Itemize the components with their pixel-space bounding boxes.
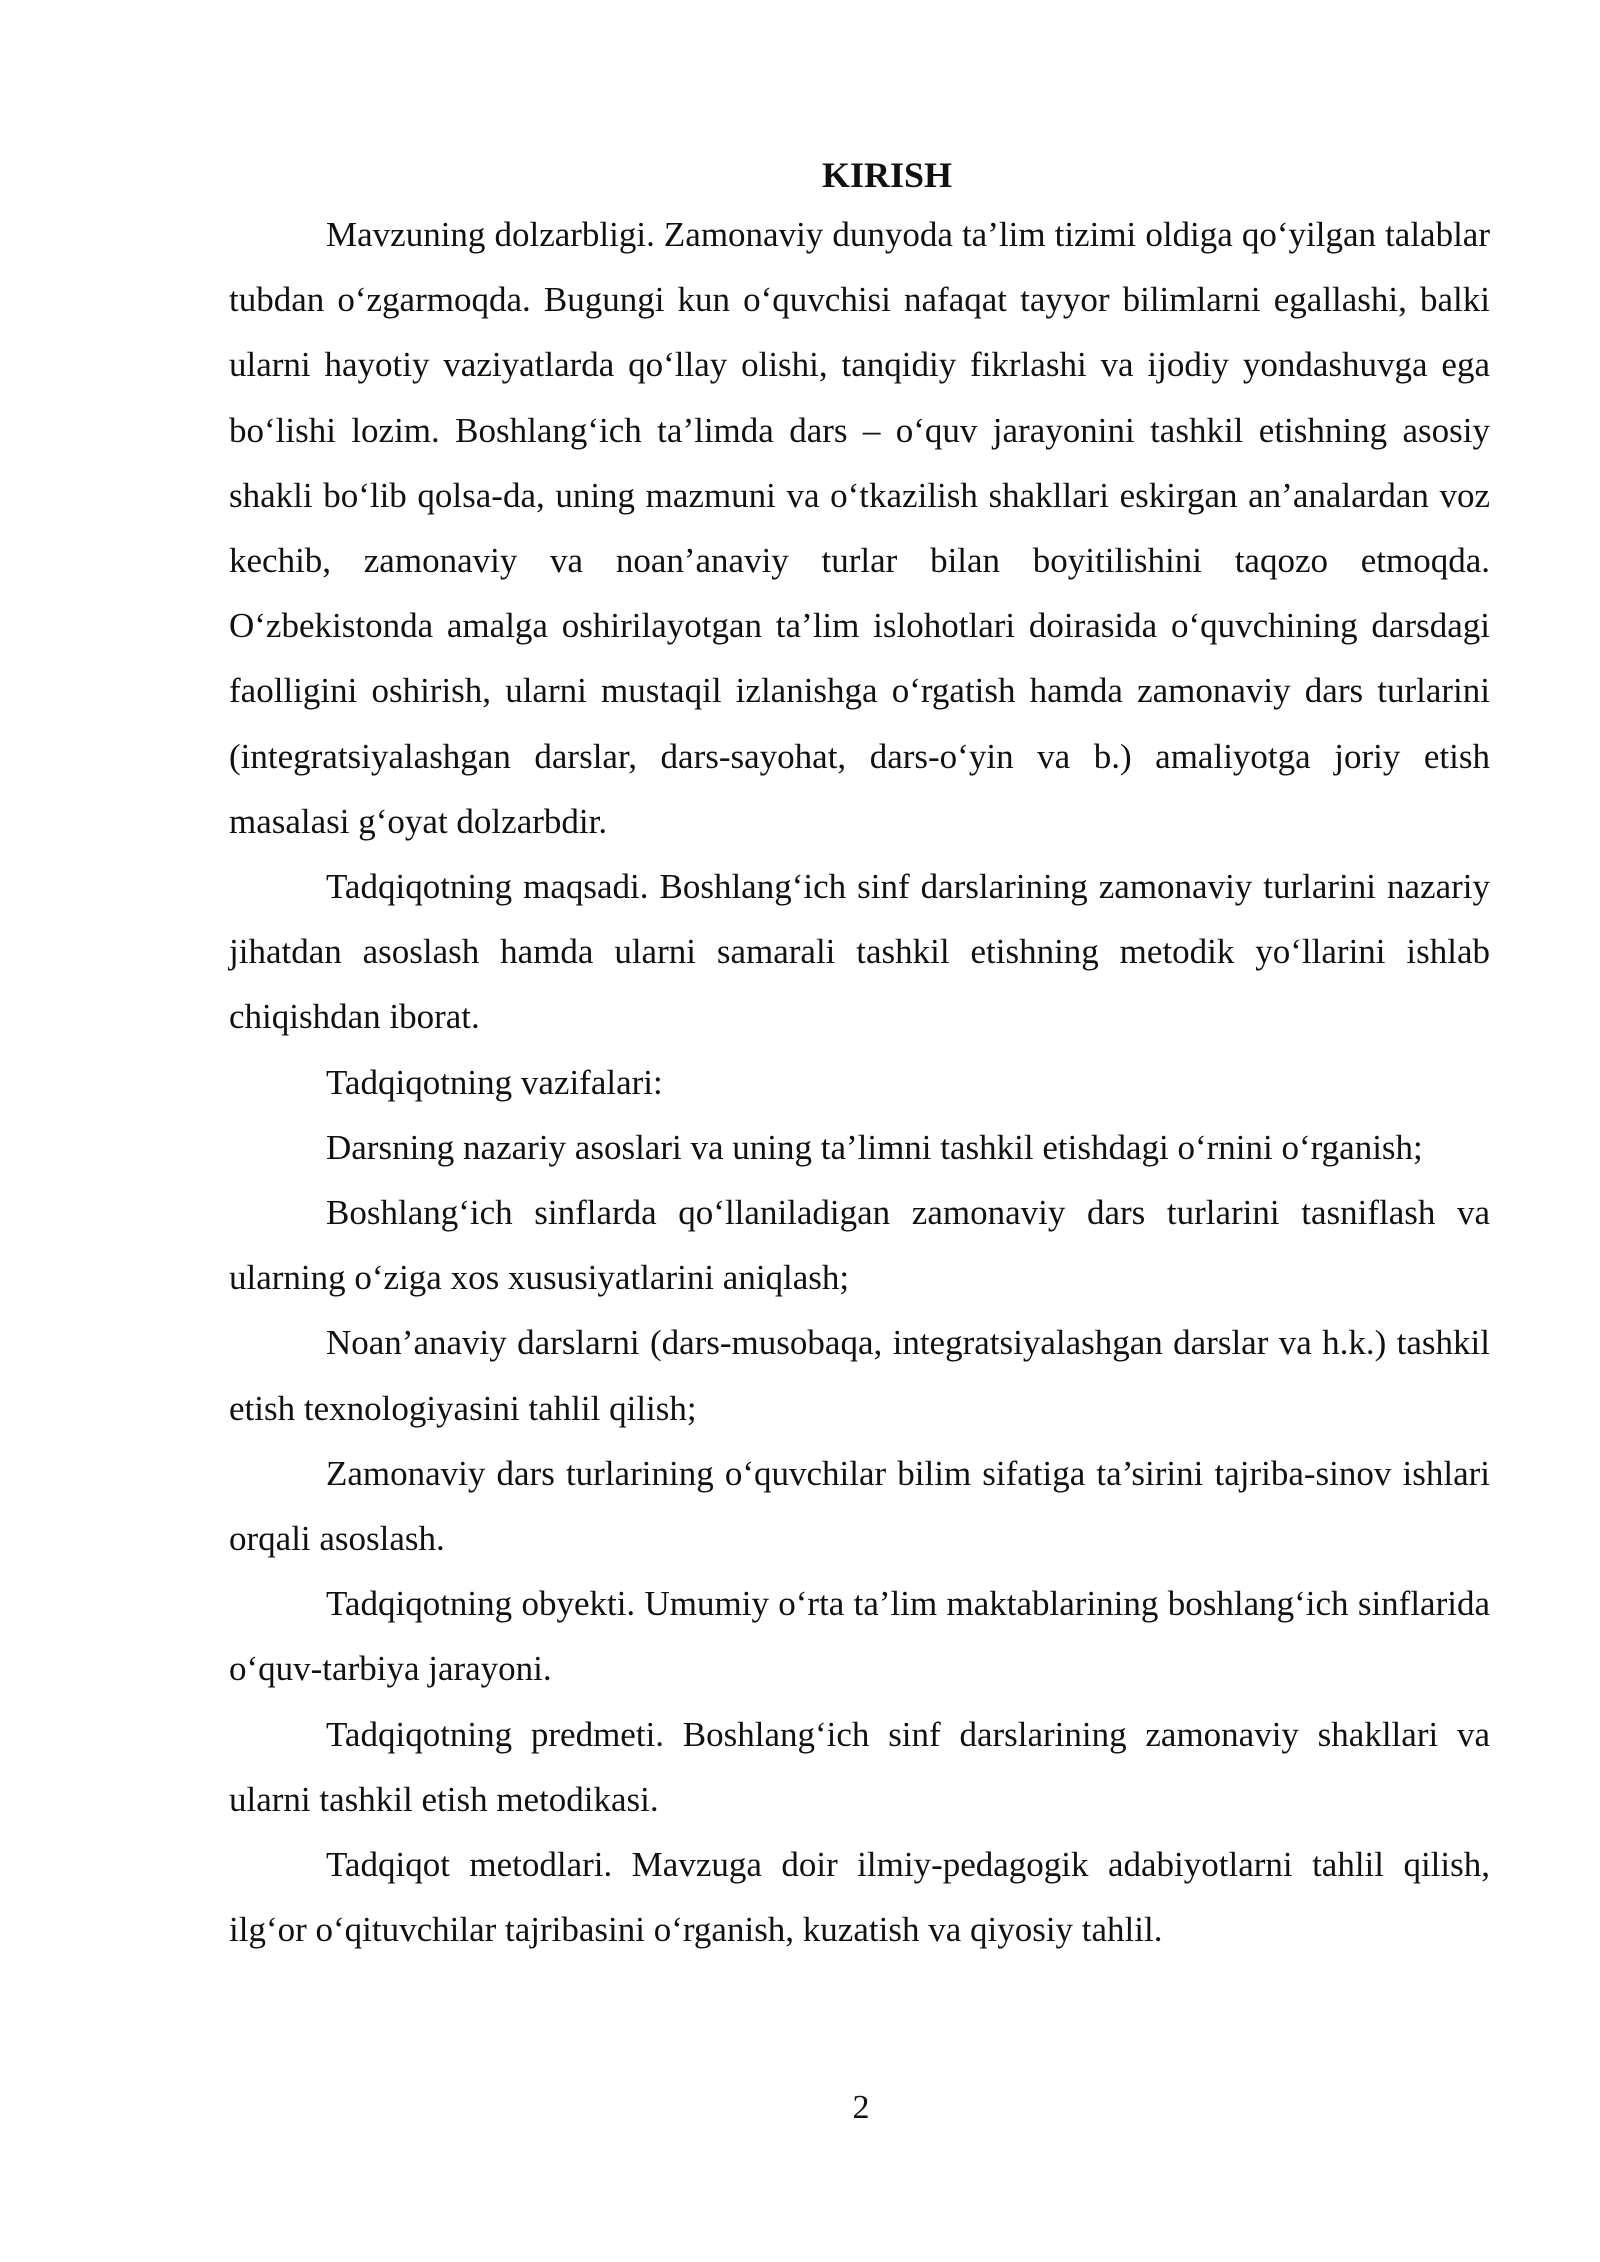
page-content xyxy=(229,148,1490,1962)
paragraph-task-2: Boshlang‘ich sinflarda qo‘llaniladigan zamonaviy dars turlarini tasniflash va ularning o‘ziga xos xususiyatlarini aniqlash; xyxy=(229,1193,1490,1298)
page-number: 2 xyxy=(852,2089,870,2126)
paragraph-object: Tadqiqotning obyekti. Umumiy o‘rta ta’lim maktablarining boshlang‘ich sinflarida o‘quv-tarbiya jarayoni. xyxy=(229,1584,1490,1689)
paragraph-methods: Tadqiqot metodlari. Mavzuga doir ilmiy-pedagogik adabiyotlarni tahlil qilish, ilg‘or o‘qituvchilar tajribasini o‘rganish, kuzatish va qiyosiy tahlil. xyxy=(229,1845,1490,1950)
paragraph-task-3: Noan’anaviy darslarni (dars-musobaqa, integratsiyalashgan darslar va h.k.) tashkil etish texnologiyasini tahlil qilish; xyxy=(229,1323,1490,1428)
paragraph-goal: Tadqiqotning maqsadi. Boshlang‘ich sinf darslarining zamonaviy turlarini nazariy jihatdan asoslash hamda ularni samarali tashkil etishning metodik yo‘llarini ishlab chiqishdan iborat. xyxy=(229,867,1490,1037)
section-title: KIRISH xyxy=(821,155,953,195)
paragraph-tasks-heading: Tadqiqotning vazifalari: xyxy=(326,1062,663,1102)
paragraph-task-4: Zamonaviy dars turlarining o‘quvchilar bilim sifatiga ta’sirini tajriba-sinov ishlari orqali asoslash. xyxy=(229,1453,1490,1559)
paragraph-subject: Tadqiqotning predmeti. Boshlang‘ich sinf darslarining zamonaviy shakllari va ularni tashkil etish metodikasi. xyxy=(229,1714,1490,1819)
paragraph-task-1: Darsning nazariy asoslari va uning ta’limni tashkil etishdagi o‘rnini o‘rganish; xyxy=(326,1127,1423,1167)
paragraph-relevance: Mavzuning dolzarbligi. Zamonaviy dunyoda ta’lim tizimi oldiga qo‘yilgan talablar tubdan o‘zgarmoqda. Bugungi kun o‘quvchisi nafaqat tayyor bilimlarni egallashi, balki ularni hayotiy vaziyatlarda qo‘llay olishi, tanqidiy fikrlashi va ijodiy yondashuvga ega bo‘lishi lozim. Boshlang‘ich ta’limda dars – o‘quv jarayonini tashkil etishning asosiy shakli bo‘lib qolsa-da, uning mazmuni va o‘tkazilish shakllari eskirgan an’analardan voz kechib, zamonaviy va noan’anaviy turlar bilan boyitilishini taqozo etmoqda. O‘zbekistonda amalga oshirilayotgan ta’lim islohotlari doirasida o‘quvchining darsdagi faolligini oshirish, ularni mustaqil izlanishga o‘rgatish hamda zamonaviy dars turlarini (integratsiyalashgan darslar, dars-sayohat, dars-o‘yin va b.) amaliyotga joriy etish masalasi g‘oyat dolzarbdir. xyxy=(229,215,1490,841)
